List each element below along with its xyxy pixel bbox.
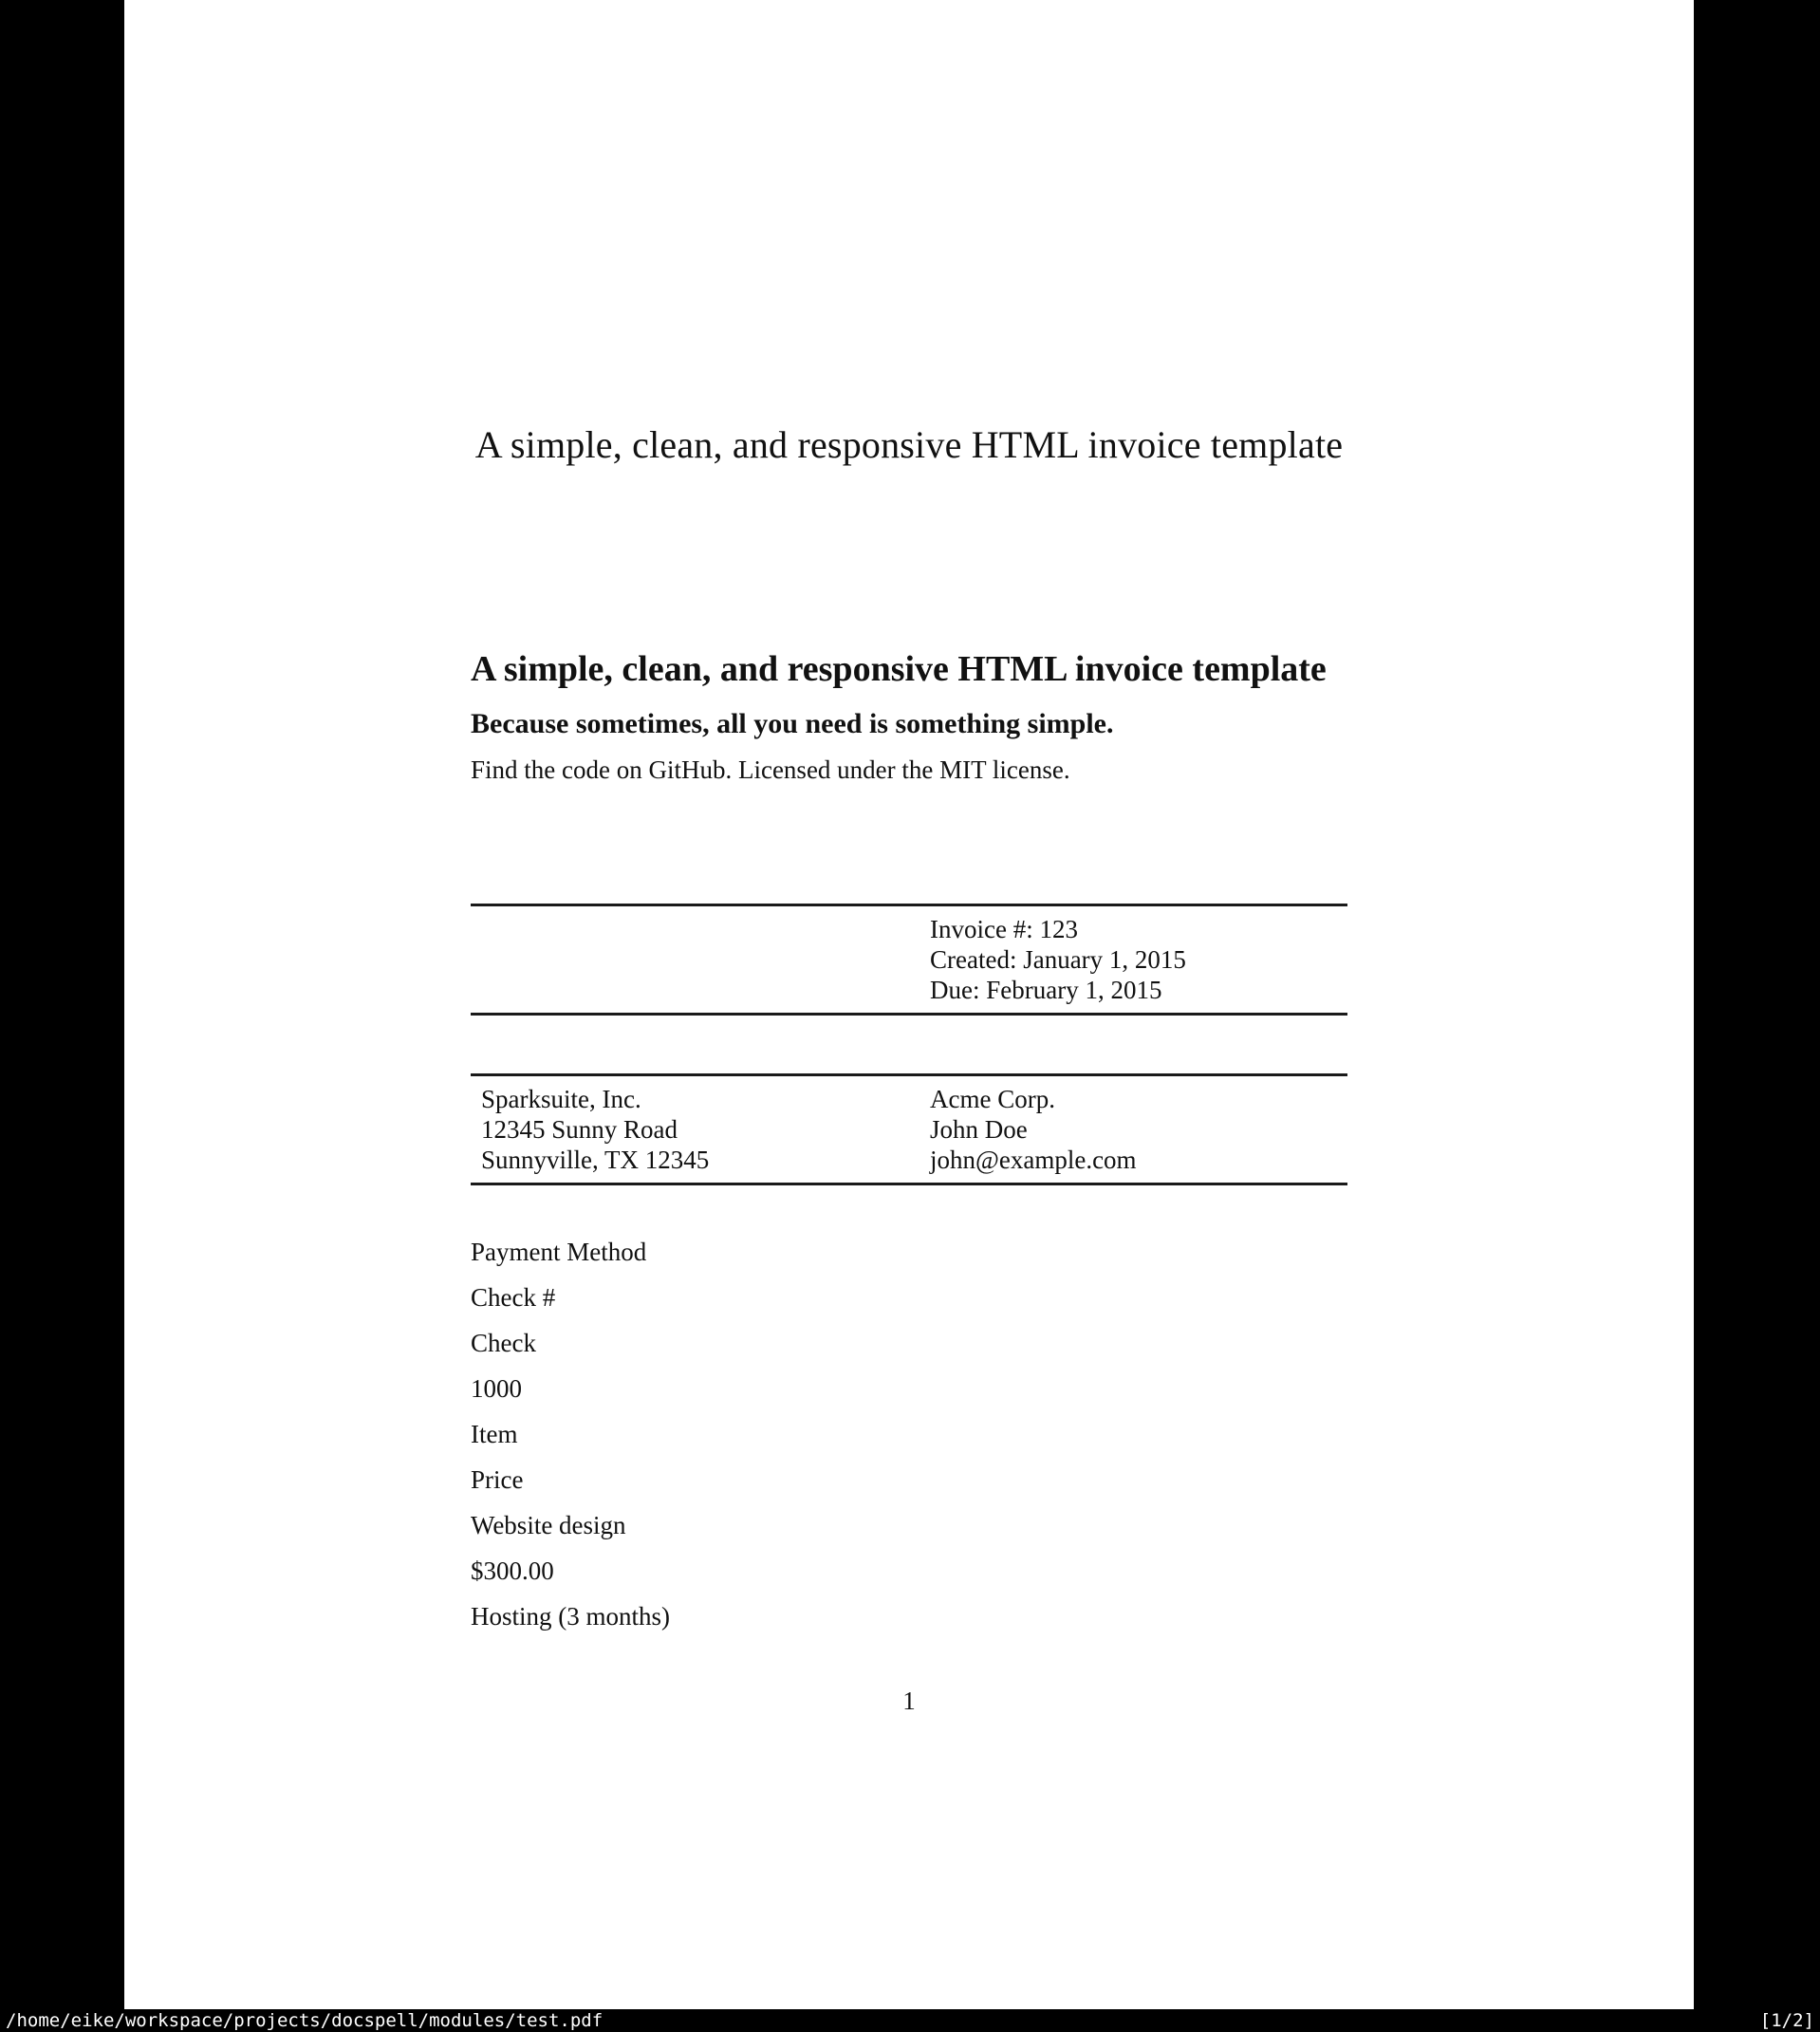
parties-table: [471, 1073, 1347, 1185]
invoice-details-list: [471, 1237, 1347, 1631]
section-heading: A simple, clean, and responsive HTML invoice template: [471, 649, 1327, 689]
statusbar-page-indicator: [1/2]: [1759, 2010, 1814, 2031]
invoice-created-line: Created: January 1, 2015: [930, 945, 1186, 974]
detail-line-item-label: Item: [471, 1420, 518, 1448]
invoice-due-line: Due: February 1, 2015: [930, 976, 1162, 1004]
invoice-meta-table: [471, 904, 1347, 1016]
detail-line-website-design: Website design: [471, 1511, 626, 1539]
pdf-page-1[interactable]: [124, 0, 1694, 2009]
sender-name: Sparksuite, Inc.: [481, 1085, 641, 1113]
detail-line-hosting: Hosting (3 months): [471, 1602, 671, 1631]
sender-city: Sunnyville, TX 12345: [481, 1146, 710, 1174]
recipient-name: John Doe: [930, 1115, 1028, 1144]
detail-line-check: Check: [471, 1329, 536, 1357]
recipient-address: [930, 1084, 1337, 1175]
document-subheading: Because sometimes, all you need is something simple.: [471, 708, 1114, 739]
invoice-meta-column: [930, 914, 1337, 1005]
recipient-company: Acme Corp.: [930, 1085, 1055, 1113]
sender-address: [481, 1084, 930, 1175]
page-content: [124, 0, 1694, 1716]
detail-line-check-value: 1000: [471, 1374, 522, 1403]
page-number: 1: [902, 1687, 916, 1715]
detail-line-price-label: Price: [471, 1465, 524, 1494]
sender-street: 12345 Sunny Road: [481, 1115, 678, 1144]
recipient-email: john@example.com: [930, 1146, 1137, 1174]
detail-line-check-number-label: Check #: [471, 1283, 556, 1312]
detail-line-website-design-price: $300.00: [471, 1557, 554, 1585]
detail-line-payment-method: Payment Method: [471, 1238, 647, 1266]
intro-line: Find the code on GitHub. Licensed under the MIT license.: [471, 755, 1070, 784]
statusbar-file-path: /home/eike/workspace/projects/docspell/modules/test.pdf: [6, 2010, 604, 2031]
invoice-number-line: Invoice #: 123: [930, 915, 1078, 943]
statusbar: [0, 2009, 1820, 2032]
document-title: A simple, clean, and responsive HTML invoice template: [474, 423, 1344, 466]
